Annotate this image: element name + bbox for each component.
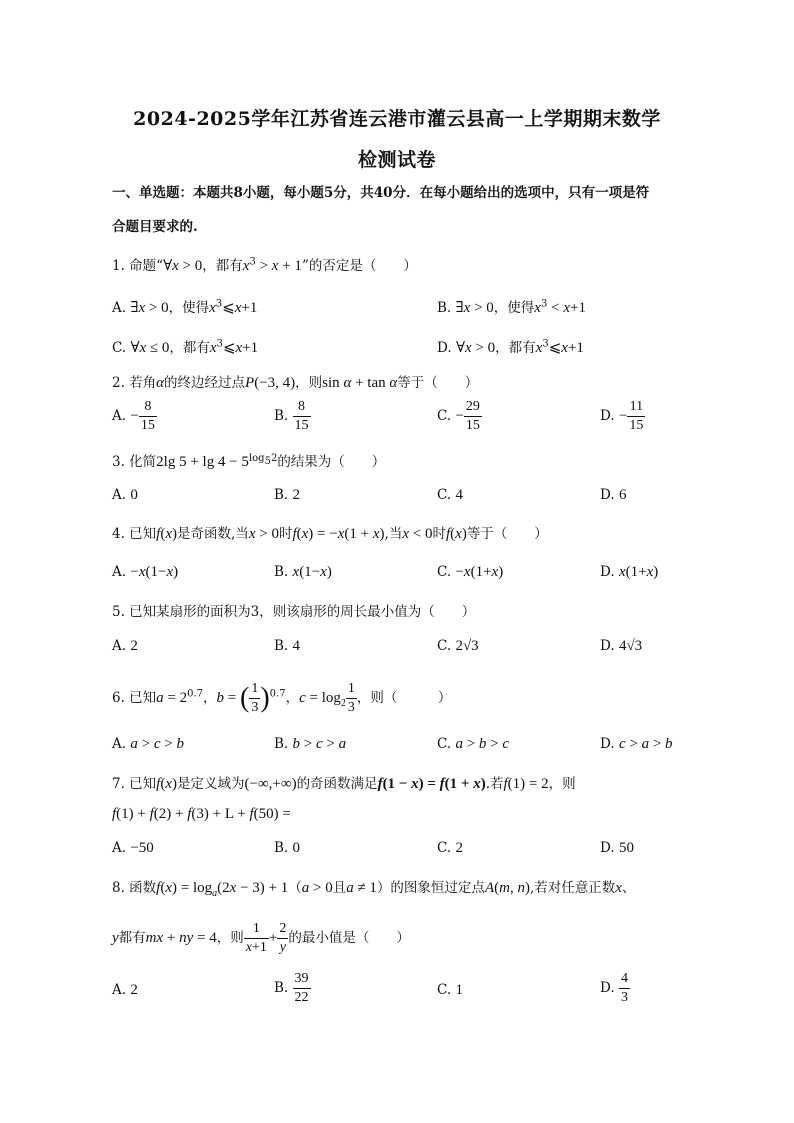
question-1-option-d[interactable]: D. ∀x > 0，都有$x^3⩽x+1$ [437,338,584,356]
question-6-option-d[interactable]: D. c > a > b [600,736,673,752]
question-2-option-d[interactable]: D. − $\frac{11}{15}$ [600,399,644,433]
question-7-option-a[interactable]: A. −50 [112,840,154,856]
question-8-option-d[interactable]: D. $\frac{4}{3}$ [600,971,628,1005]
question-8-stem-line2: y都有mx + ny = 4，则 $\frac{1}{x+1}$ + $\frac{2}{y}$ 的最小值是（ ） [112,921,410,955]
question-2-option-b[interactable]: B. $\frac{8}{15}$ [274,399,309,433]
question-4-option-a[interactable]: A. −x(1−x) [112,564,179,580]
question-4-option-d[interactable]: D. x(1+x) [600,564,659,580]
exam-title-line2: 检测试卷 [357,149,436,171]
question-3-option-c[interactable]: C. 4 [437,487,463,503]
question-7-stem: 7. 已知f(x)是定义域为(−∞,+∞)的奇函数满足f(1 − x) = f(1 + x).若f(1) = 2，则 [112,776,576,792]
question-8-option-c[interactable]: C. 1 [437,982,463,998]
question-2-option-c[interactable]: C. − $\frac{29}{15}$ [437,399,480,433]
question-3-option-a[interactable]: A. 0 [112,487,138,503]
question-4-stem: 4. 已知f(x)是奇函数,当x > 0时f(x) = −x(1 + x),当x < 0时f(x)等于（ ） [112,526,548,542]
question-3-option-d[interactable]: D. 6 [600,487,627,503]
question-5-option-b[interactable]: B. 4 [274,638,301,654]
question-2-option-a[interactable]: A. − $\frac{8}{15}$ [112,399,155,433]
exam-title-line1: 2024-2025学年江苏省连云港市灌云县高一上学期期末数学 [133,108,661,130]
question-8-option-b[interactable]: B. $\frac{39}{22}$ [274,971,309,1005]
question-4-option-b[interactable]: B. x(1−x) [274,564,332,580]
question-5-option-c[interactable]: C. 2√3 [437,638,479,654]
question-1-option-a[interactable]: A. ∃x > 0，使得$x^3⩽x+1$ [112,298,258,316]
question-3-option-b[interactable]: B. 2 [274,487,301,503]
section-heading-line2: 合题目要求的. [112,219,198,235]
section-heading-line1: 一、单选题：本题共8小题，每小题5分，共40分．在每小题给出的选项中，只有一项是符 [112,185,650,201]
question-4-option-c[interactable]: C. −x(1+x) [437,564,504,580]
question-3-stem: 3. 化简2lg $5 + \lg 4 - 5^{log_52}$的结果为（ ） [112,452,386,470]
question-6-option-b[interactable]: B. b > c > a [274,736,347,752]
question-6-stem: 6. 已知$a = 2^{0.7}$，b = ( $\frac{1}{3}$ )$^{0.7}$，$c = \log_2$ $\frac{1}{3}$ ，则（ ） [112,681,452,715]
question-7-option-c[interactable]: C. 2 [437,840,463,856]
question-5-stem: 5. 已知某扇形的面积为3，则该扇形的周长最小值为（ ） [112,604,476,620]
question-1-stem: 1. 命题“∀x > 0，都有$x^3 > x + 1$”的否定是（ ） [112,256,417,274]
question-7-stem-line2: f(1) + f(2) + f(3) + L + f(50) = [112,806,291,822]
question-2-stem: 2. 若角α的终边经过点P(−3, 4)，则sin α + tan α等于（ ） [112,375,479,391]
question-5-option-a[interactable]: A. 2 [112,638,138,654]
question-1-option-b[interactable]: B. ∃x > 0，使得$x^3 < x+1$ [437,298,586,316]
question-7-option-b[interactable]: B. 0 [274,840,301,856]
question-8-stem: 8. 函数$f(x) = \log_a(2x - 3) + 1(a > 0$且a ≠ 1）的图象恒过定点A(m, n),若对任意正数x、 [112,880,636,899]
question-7-option-d[interactable]: D. 50 [600,840,634,856]
question-5-option-d[interactable]: D. 4√3 [600,638,643,654]
question-1-option-c[interactable]: C. ∀x ≤ 0，都有$x^3⩽x+1$ [112,338,259,356]
question-6-option-c[interactable]: C. a > b > c [437,736,510,752]
question-6-option-a[interactable]: A. a > c > b [112,736,184,752]
question-8-option-a[interactable]: A. 2 [112,982,138,998]
